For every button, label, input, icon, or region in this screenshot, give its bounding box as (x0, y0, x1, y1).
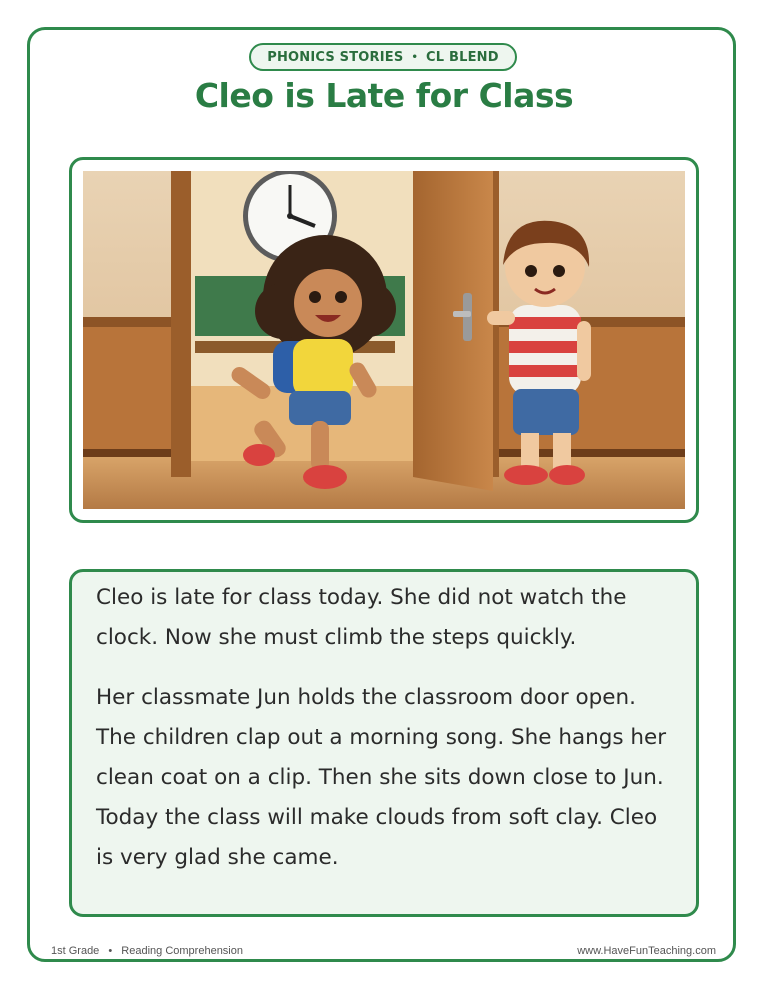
footer-grade-subject (51, 945, 243, 957)
story-panel (69, 569, 699, 917)
story-paragraph-1: Cleo is late for class today. She did not watch the clock. Now she must climb the steps quickly. (96, 585, 627, 650)
story-illustration (83, 171, 685, 509)
story-paragraph-2: Her classmate Jun holds the classroom door open. The children clap out a morning song. She hangs her clean coat on a clip. Then she sits down close to Jun. Today the class will make clouds from soft clay. Cleo is very glad she came. (96, 685, 667, 870)
footer-grade: 1st Grade (51, 945, 100, 957)
category-badge (249, 43, 517, 71)
badge-series: PHONICS STORIES (267, 49, 404, 65)
page-title: Cleo is Late for Class (194, 76, 574, 115)
footer-separator: • (108, 945, 113, 957)
badge-skill: CL BLEND (426, 49, 499, 65)
illustration-frame (69, 157, 699, 523)
badge-separator: • (411, 51, 419, 63)
footer-website-link[interactable]: www.HaveFunTeaching.com (577, 945, 716, 957)
footer-subject: Reading Comprehension (121, 945, 243, 957)
